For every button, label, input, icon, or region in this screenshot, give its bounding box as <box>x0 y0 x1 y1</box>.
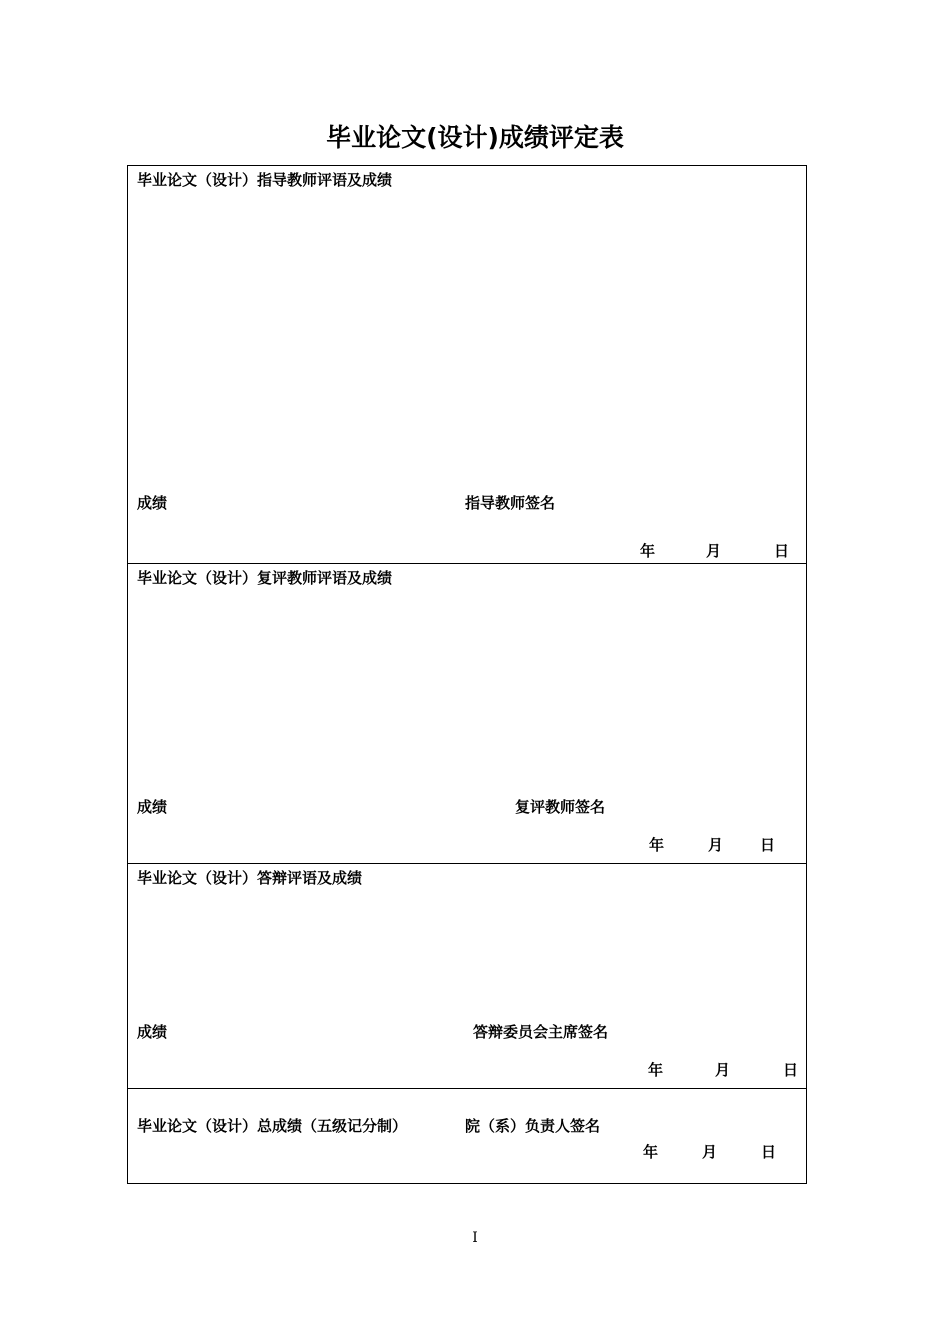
advisor-section <box>128 166 806 564</box>
reviewer-section-heading: 毕业论文（设计）复评教师评语及成绩 <box>137 569 393 587</box>
grade-evaluation-form <box>127 165 807 1184</box>
reviewer-month-label: 月 <box>708 836 724 854</box>
defense-signature-label: 答辩委员会主席签名 <box>473 1023 609 1041</box>
advisor-section-heading: 毕业论文（设计）指导教师评语及成绩 <box>137 171 393 189</box>
page-number: I <box>472 1230 478 1246</box>
form-title: 毕业论文(设计)成绩评定表 <box>326 123 624 152</box>
reviewer-grade-label: 成绩 <box>137 798 168 816</box>
advisor-month-label: 月 <box>706 542 722 560</box>
advisor-day-label: 日 <box>774 542 790 560</box>
advisor-year-label: 年 <box>640 542 656 560</box>
reviewer-section <box>128 564 806 864</box>
total-month-label: 月 <box>702 1143 718 1161</box>
total-grade-heading: 毕业论文（设计）总成绩（五级记分制） <box>137 1117 408 1135</box>
advisor-grade-label: 成绩 <box>137 494 168 512</box>
defense-section <box>128 864 806 1089</box>
defense-section-heading: 毕业论文（设计）答辩评语及成绩 <box>137 869 363 887</box>
defense-year-label: 年 <box>648 1061 664 1079</box>
reviewer-year-label: 年 <box>649 836 665 854</box>
total-year-label: 年 <box>643 1143 659 1161</box>
defense-grade-label: 成绩 <box>137 1023 168 1041</box>
total-grade-section <box>128 1089 806 1183</box>
reviewer-signature-label: 复评教师签名 <box>515 798 606 816</box>
defense-month-label: 月 <box>715 1061 731 1079</box>
total-day-label: 日 <box>761 1143 777 1161</box>
advisor-signature-label: 指导教师签名 <box>465 494 556 512</box>
defense-day-label: 日 <box>783 1061 799 1079</box>
reviewer-day-label: 日 <box>760 836 776 854</box>
dean-signature-label: 院（系）负责人签名 <box>465 1117 601 1135</box>
